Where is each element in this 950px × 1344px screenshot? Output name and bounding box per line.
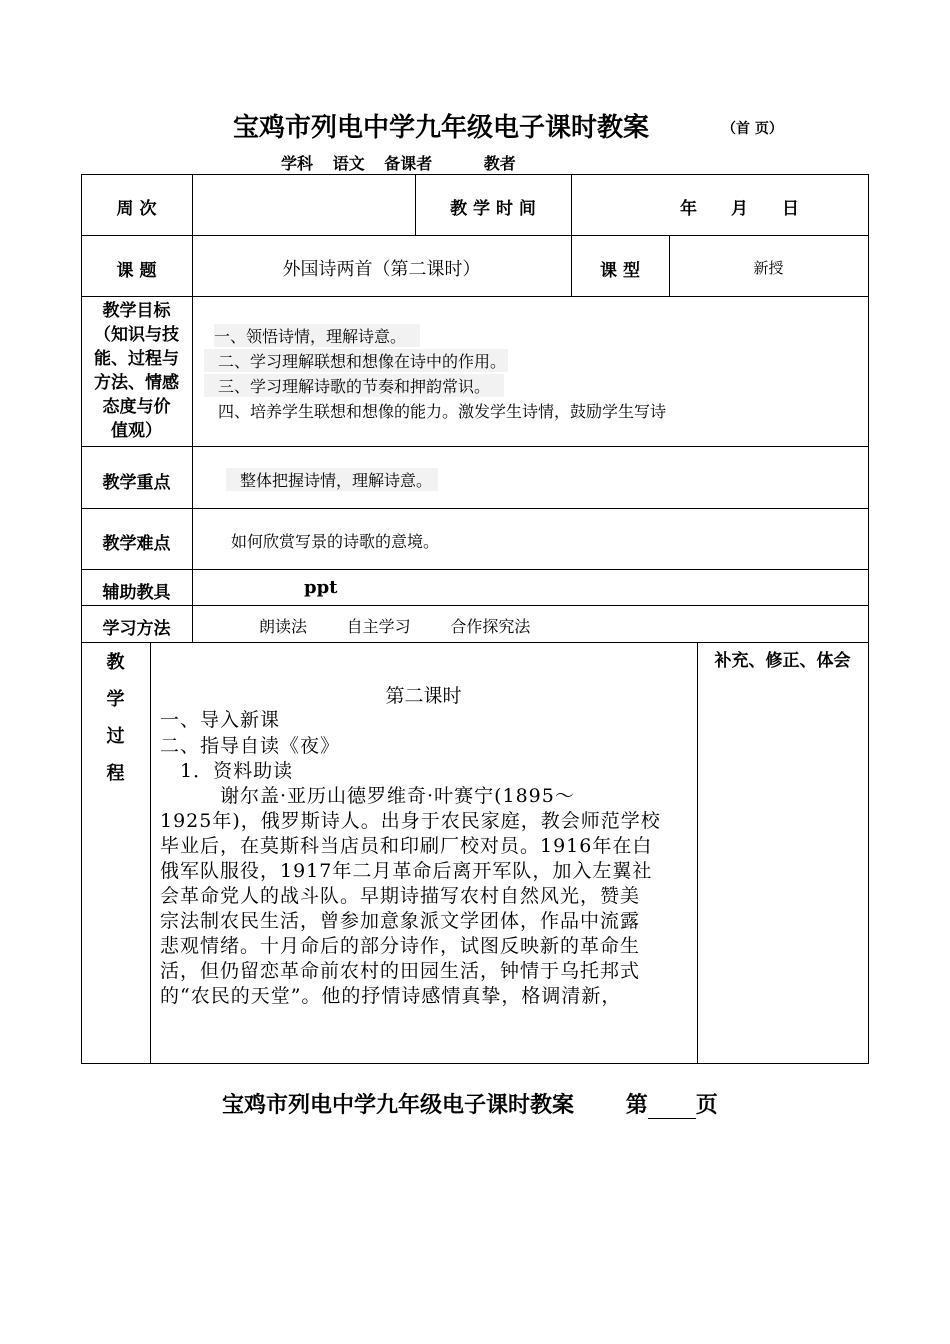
- process-line: 悲观情绪。十月命后的部分诗作，试图反映新的革命生: [160, 935, 641, 957]
- lesson-type-value: 新授: [753, 259, 784, 277]
- difficulty-value: 如何欣赏写景的诗歌的意境。: [231, 532, 440, 551]
- method-item: 合作探究法: [450, 617, 531, 636]
- preparer-label: 备课者: [384, 154, 433, 173]
- study-methods: [259, 614, 530, 637]
- subject-line: [281, 151, 530, 174]
- subject-label: 学科: [281, 154, 314, 173]
- page-number-blank: [648, 1098, 696, 1119]
- goals-label: 教学目标 （知识与技 能、过程与 方法、情感 态度与价 值观）: [94, 301, 179, 441]
- lesson-type-label: 课 型: [600, 261, 640, 281]
- lesson-subtitle: 第二课时: [385, 685, 462, 707]
- process-line: 二、指导自读《夜》: [160, 735, 341, 757]
- method-item: 朗读法: [259, 617, 308, 636]
- process-line: 一、导入新课: [160, 709, 281, 731]
- study-method-label: 学习方法: [102, 619, 171, 639]
- difficulty-label: 教学难点: [102, 534, 171, 554]
- week-label: 周 次: [116, 199, 157, 219]
- goal-item: 四、培养学生联想和想像的能力。激发学生诗情，鼓励学生写诗: [218, 402, 667, 421]
- process-line: 俄军队服役，1917年二月革命后离开军队，加入左翼社: [160, 860, 653, 882]
- process-line: 宗法制农民生活，曾参加意象派文学团体，作品中流露: [160, 910, 641, 932]
- goal-item: 三、学习理解诗歌的节奏和押韵常识。: [204, 374, 504, 397]
- key-point-value: 整体把握诗情，理解诗意。: [226, 468, 438, 491]
- key-point-label: 教学重点: [102, 473, 171, 493]
- topic-label: 课 题: [116, 261, 157, 281]
- teacher-label: 教者: [483, 154, 516, 173]
- process-line: 1．资料助读: [160, 760, 294, 782]
- process-line: 毕业后，在莫斯科当店员和印刷厂校对员。1916年在白: [160, 835, 653, 857]
- process-line: 的“农民的天堂”。他的抒情诗感情真挚，格调清新，: [160, 985, 622, 1007]
- teaching-aids-label: 辅助教具: [102, 583, 171, 603]
- process-label: 教 学 过 程: [106, 652, 125, 784]
- footer-title: 宝鸡市列电中学九年级电子课时教案: [222, 1092, 575, 1118]
- teaching-aids-value: ppt: [304, 577, 338, 598]
- page-note: （首 页）: [722, 121, 783, 137]
- teaching-time-label: 教 学 时 间: [450, 199, 536, 219]
- process-line: 1925年)，俄罗斯诗人。出身于农民家庭，教会师范学校: [160, 810, 661, 832]
- goal-item: 一、领悟诗情，理解诗意。: [214, 324, 420, 347]
- teaching-time-value: 年 月 日: [680, 199, 799, 219]
- goal-item: 二、学习理解联想和想像在诗中的作用。: [204, 349, 508, 372]
- notes-label: 补充、修正、体会: [714, 651, 851, 671]
- process-line: 谢尔盖·亚历山德罗维奇·叶赛宁(1895～: [160, 785, 575, 807]
- process-line: 活，但仍留恋革命前农村的田园生活，钟情于乌托邦式: [160, 960, 641, 982]
- subject-value: 语文: [332, 154, 365, 173]
- footer-page-suffix: 页: [695, 1092, 718, 1118]
- process-line: 会革命党人的战斗队。早期诗描写农村自然风光，赞美: [160, 885, 641, 907]
- document-title: 宝鸡市列电中学九年级电子课时教案: [233, 113, 650, 143]
- page-footer: [222, 1088, 718, 1119]
- method-item: 自主学习: [346, 617, 411, 636]
- footer-page-prefix: 第: [625, 1092, 648, 1118]
- topic-value: 外国诗两首（第二课时）: [282, 259, 481, 280]
